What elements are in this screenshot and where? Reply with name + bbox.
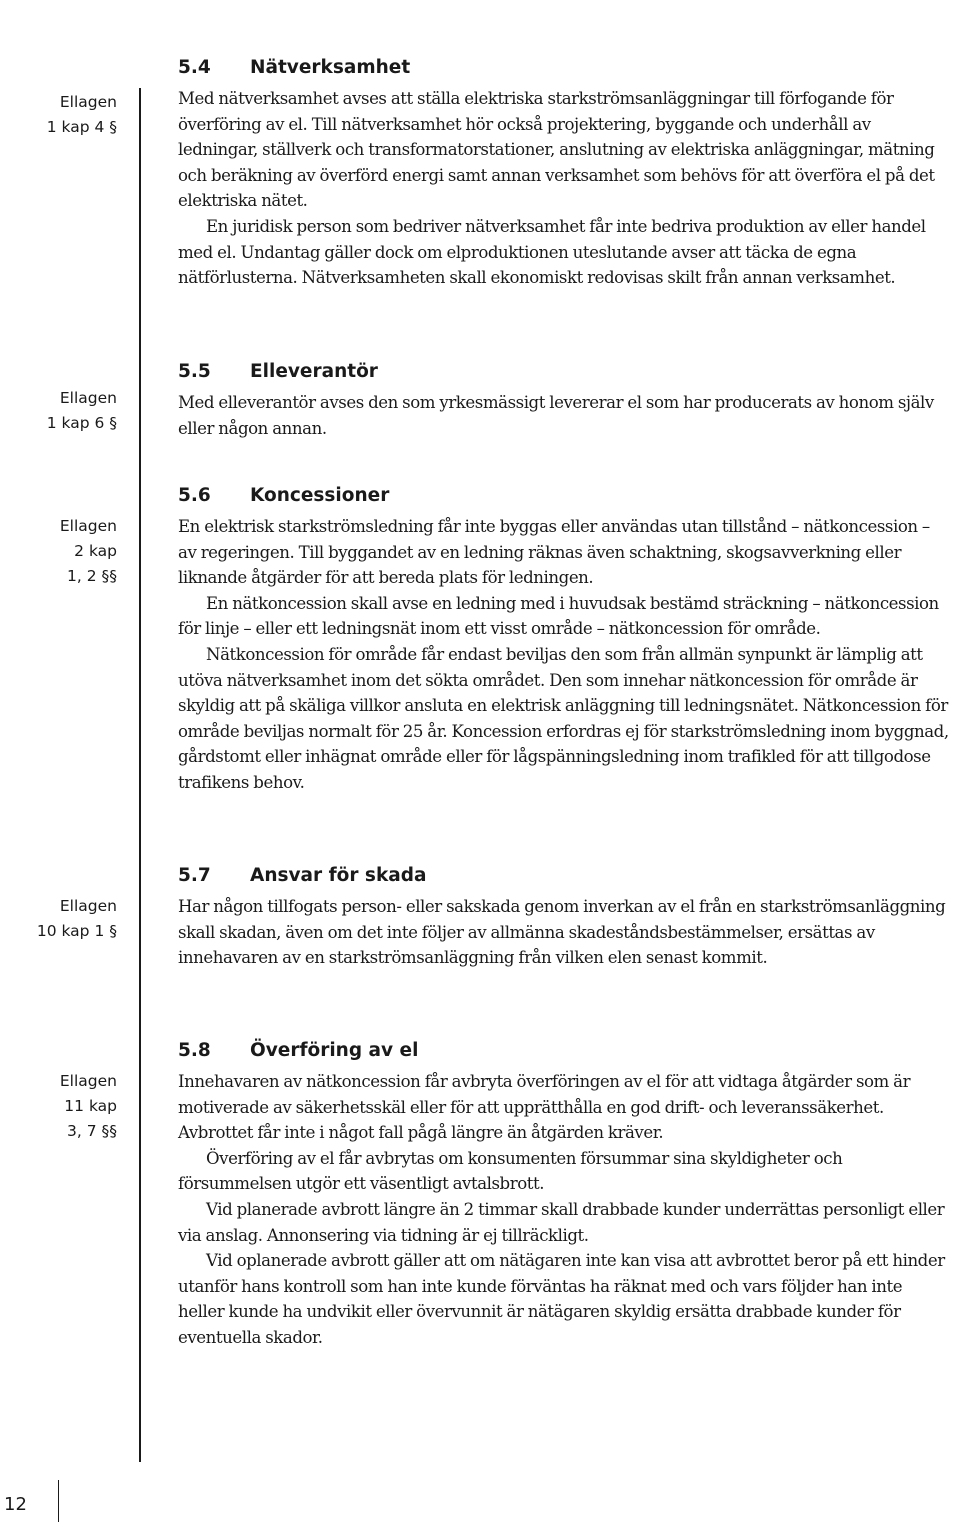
section-number: 5.5 [178, 361, 211, 382]
section-number: 5.6 [178, 485, 211, 506]
margin-note-line: Ellagen [59, 1072, 117, 1090]
paragraph: Vid planerade avbrott längre än 2 timmar skall drabbade kunder underrättas personligt eller via anslag. Annonsering via tidning är ej tillräckligt. [178, 1199, 945, 1245]
section-5-5 [178, 360, 950, 441]
section-5-4 [178, 56, 950, 291]
paragraph: Vid oplanerade avbrott gäller att om nätägaren inte kan visa att avbrottet beror på ett hinder utanför hans kontroll som han inte kunde förväntas ha räknat med och vars följder han inte heller kunde ha undvikit eller övervunnit är nätägaren skyldig ersätta drabbade kunder för eventuella skador. [178, 1251, 945, 1347]
margin-note-line: 10 kap 1 § [36, 922, 117, 940]
section-5-6 [178, 484, 950, 796]
margin-note-line: Ellagen [59, 517, 117, 535]
paragraph: En juridisk person som bedriver nätverksamhet får inte bedriva produktion av eller handel med el. Undantag gäller dock om elproduktionen uteslutande avser att täcka de egna nätförlusterna. Nätverksamheten skall ekonomiskt redovisas skilt från annan verksamhet. [178, 216, 926, 288]
paragraph: Med nätverksamhet avses att ställa elektriska starkströmsanläggningar till förfogande för överföring av el. Till nätverksamhet hör också projektering, byggande och underhåll av ledningar, ställverk och transformatorstationer, anslutning av elektriska anläggningar, mätning och beräkning av överförd energi samt annan verksamhet som behövs för att överföra el på det elektriska nätet. [178, 89, 935, 211]
paragraph: En elektrisk starkströmsledning får inte byggas eller användas utan tillstånd – nätkoncession – av regeringen. Till byggandet av en ledning räknas även schaktning, skogsavverkning eller liknande åtgärder för att bereda plats för ledningen. [178, 517, 930, 588]
section-title: Koncessioner [250, 485, 390, 506]
margin-note-line: 1, 2 §§ [66, 567, 117, 585]
section-heading [178, 360, 950, 384]
section-heading [178, 864, 950, 888]
margin-note-line: 1 kap 4 § [46, 118, 117, 136]
section-heading [178, 1039, 950, 1063]
paragraph: Har någon tillfogats person- eller sakskada genom inverkan av el från en starkströmsanläggning skall skadan, även om det inte följer av allmänna skadeståndsbestämmelser, ersättas av innehavaren av en starkströmsanläggning från vilken elen senast kommit. [178, 897, 946, 968]
margin-rule [139, 88, 141, 1462]
margin-note-line: 1 kap 6 § [46, 414, 117, 432]
margin-note-5-6 [10, 514, 117, 589]
section-number: 5.4 [178, 57, 211, 78]
margin-note-line: 11 kap [64, 1097, 117, 1115]
margin-note-line: Ellagen [59, 389, 117, 407]
page-number: 12 [4, 1494, 27, 1515]
paragraph: Med elleverantör avses den som yrkesmässigt levererar el som har producerats av honom själv eller någon annan. [178, 393, 934, 438]
section-5-7 [178, 864, 950, 971]
section-5-8 [178, 1039, 950, 1351]
section-title: Överföring av el [250, 1040, 419, 1061]
section-title: Elleverantör [250, 361, 378, 382]
section-title: Nätverksamhet [250, 57, 411, 78]
margin-note-5-8 [10, 1069, 117, 1144]
section-title: Ansvar för skada [250, 865, 427, 886]
margin-note-5-4 [10, 90, 117, 140]
section-heading [178, 484, 950, 508]
margin-note-line: Ellagen [59, 93, 117, 111]
paragraph: Innehavaren av nätkoncession får avbryta överföringen av el för att vidtaga åtgärder som är motiverade av säkerhetsskäl eller för att upprätthålla en god drift- och leveranssäkerhet. Avbrottet får inte i något fall pågå längre än åtgärden kräver. [178, 1072, 911, 1143]
paragraph: Överföring av el får avbrytas om konsumenten försummar sina skyldigheter och försummelsen utgör ett väsentligt avtalsbrott. [178, 1148, 843, 1194]
section-heading [178, 56, 950, 80]
section-number: 5.7 [178, 865, 211, 886]
paragraph: Nätkoncession för område får endast beviljas den som från allmän synpunkt är lämplig att utöva nätverksamhet inom det sökta området. Den som innehar nätkoncession för område är skyldig att på skäliga villkor ansluta en elektrisk anläggning till ledningsnätet. Nätkoncession för område beviljas normalt för 25 år. Koncession erfordras ej för starkströmsledning inom byggnad, gårdstomt eller inhägnat område eller för lågspänningsledning inom trafikled för att tillgodose trafikens behov. [178, 644, 949, 792]
paragraph: En nätkoncession skall avse en ledning med i huvudsak bestämd sträckning – nätkoncession för linje – eller ett ledningsnät inom ett visst område – nätkoncession för område. [178, 593, 939, 639]
margin-note-line: 3, 7 §§ [66, 1122, 117, 1140]
margin-note-5-7 [10, 894, 117, 944]
section-number: 5.8 [178, 1040, 211, 1061]
margin-note-line: 2 kap [74, 542, 117, 560]
margin-note-5-5 [10, 386, 117, 436]
margin-note-line: Ellagen [59, 897, 117, 915]
